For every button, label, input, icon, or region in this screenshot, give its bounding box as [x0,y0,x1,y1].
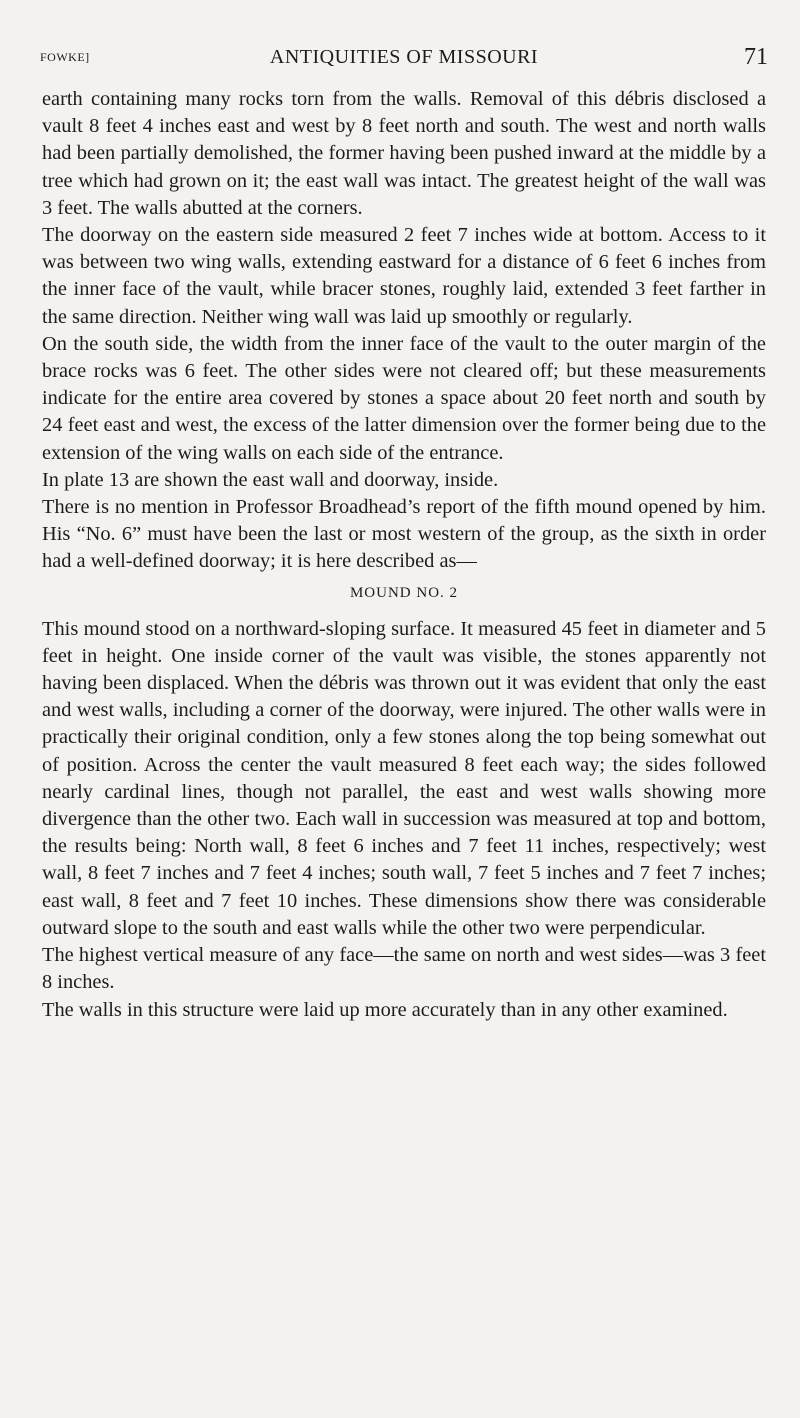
paragraph: The walls in this structure were laid up more accurately than in any other examined. [42,998,728,1021]
section-heading: MOUND NO. 2 [349,584,459,601]
author-name: FOWKE] [40,50,90,64]
paragraph: In plate 13 are shown the east wall and doorway, inside. [42,468,499,491]
paragraph: There is no mention in Professor Broadhead’s report of the fifth mound opened by him. His “No. 6” must have been the last or most western of the group, as the sixth in order had a well-defined doorway; it is here described as— [42,496,766,573]
paragraph: earth containing many rocks torn from the walls. Removal of this débris disclosed a vault 8 feet 4 inches east and west by 8 feet north and south. The west and north walls had been partially demolished, the former having been pushed inward at the middle by a tree which had grown on it; the east wall was intact. The greatest height of the wall was 3 feet. The walls abutted at the corners. [42,88,766,219]
running-head [40,46,768,76]
paragraph: The highest vertical measure of any face—the same on north and west sides—was 3 feet 8 inches. [42,944,766,994]
paragraph: This mound stood on a northward-sloping surface. It measured 45 feet in diameter and 5 feet in height. One inside corner of the vault was visible, the stones apparently not having been displaced. When the débris was thrown out it was evident that only the east and west walls, including a corner of the doorway, were injured. The other walls were in practically their original condition, only a few stones along the top being somewhat out of position. Across the center the vault measured 8 feet each way; the sides followed nearly cardinal lines, though not parallel, the east and west walls showing more divergence than the other two. Each wall in succession was measured at top and bottom, the results being: North wall, 8 feet 6 inches and 7 feet 11 inches, respectively; west wall, 8 feet 7 inches and 7 feet 4 inches; south wall, 7 feet 5 inches and 7 feet 7 inches; east wall, 8 feet and 7 feet 10 inches. These dimensions show there was considerable outward slope to the south and east walls while the other two were perpendicular. [42,617,766,939]
paragraph: The doorway on the eastern side measured 2 feet 7 inches wide at bottom. Access to it was between two wing walls, extending eastward for a distance of 6 feet 6 inches from the inner face of the vault, while bracer stones, roughly laid, extended 3 feet farther in the same direction. Neither wing wall was laid up smoothly or regularly. [42,224,766,328]
body-text [42,86,766,1024]
paragraph: On the south side, the width from the inner face of the vault to the outer margin of the brace rocks was 6 feet. The other sides were not cleared off; but these measurements indicate for the entire area covered by stones a space about 20 feet north and south by 24 feet east and west, the excess of the latter dimension over the former being due to the extension of the wing walls on each side of the entrance. [42,332,766,464]
page-number: 71 [744,44,768,70]
page-title: ANTIQUITIES OF MISSOURI [269,46,539,68]
